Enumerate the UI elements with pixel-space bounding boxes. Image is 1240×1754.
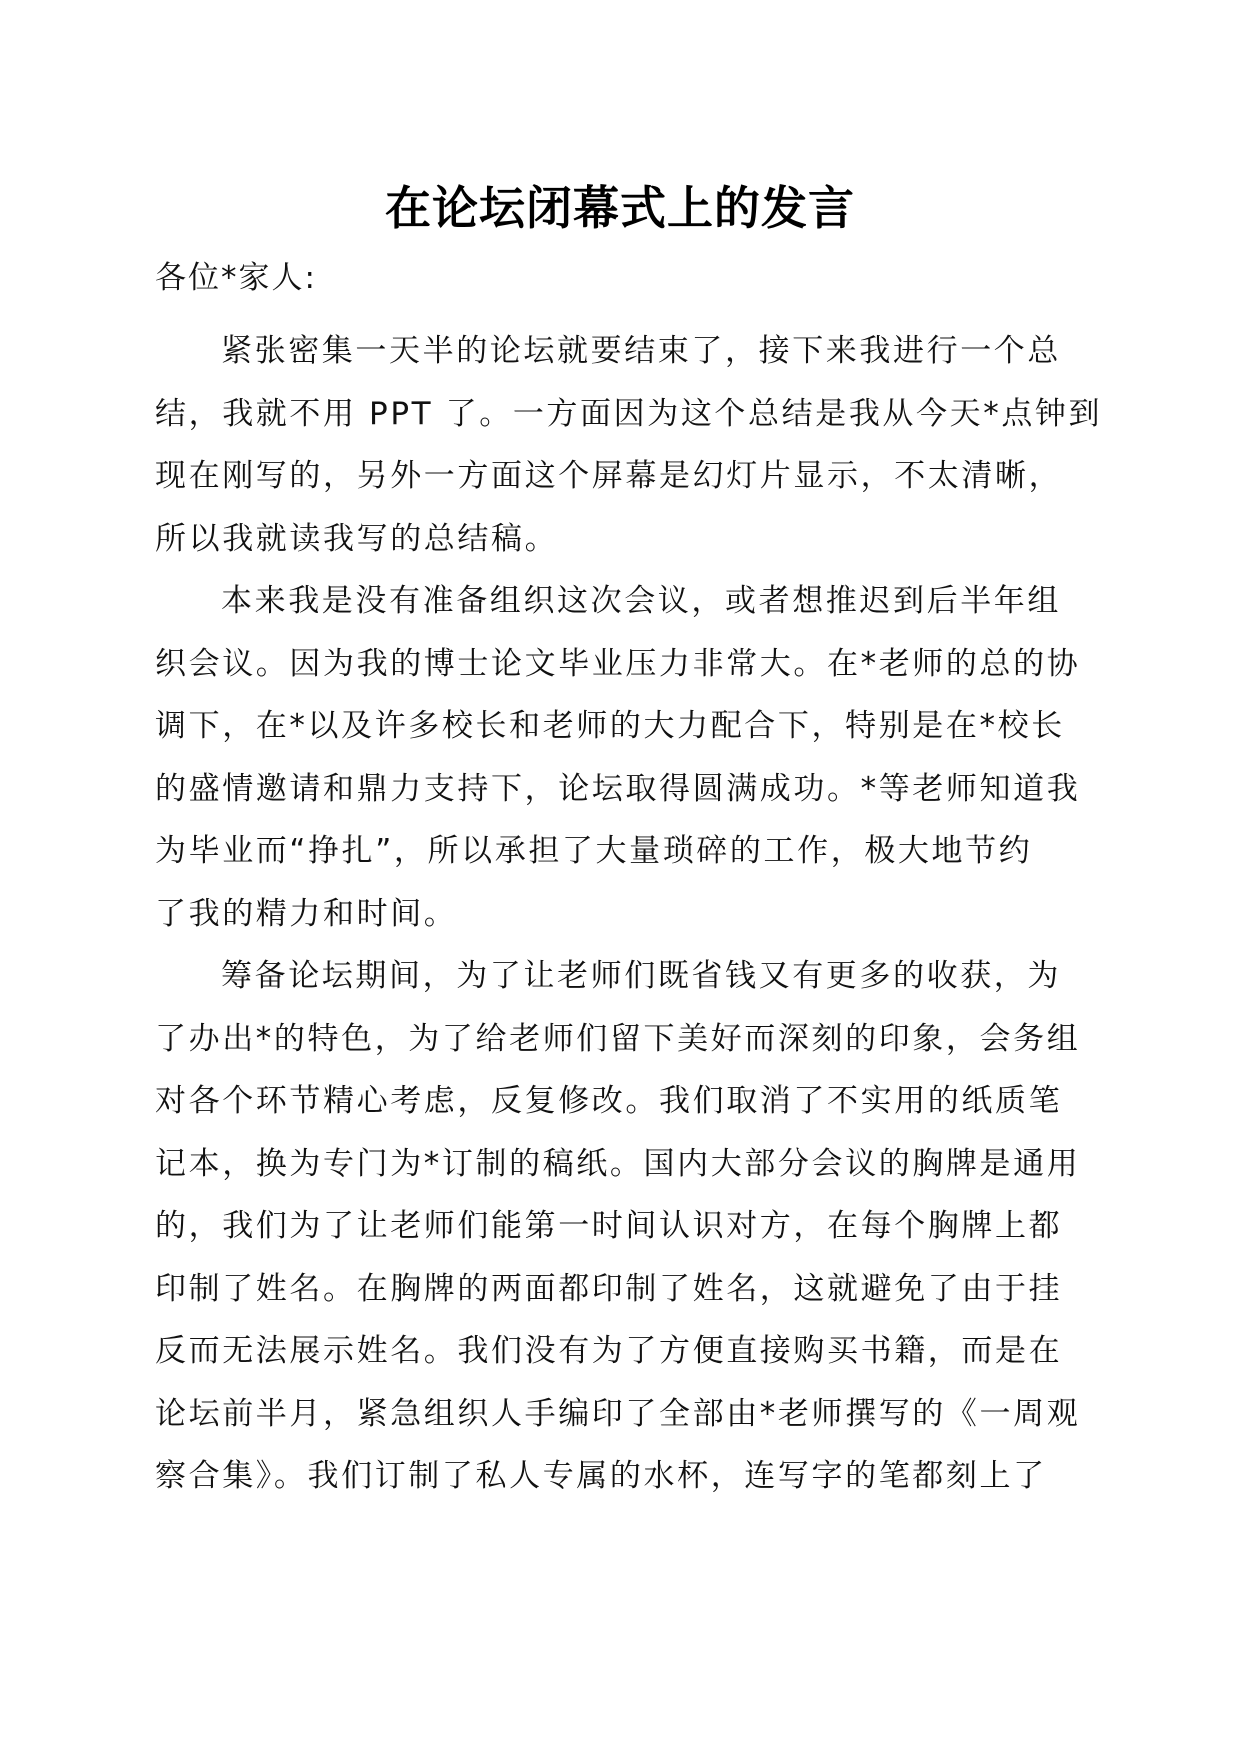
text-line: 调下，在*以及许多校长和老师的大力配合下，特别是在*校长 bbox=[155, 708, 1065, 744]
text-line: 结，我就不用 PPT 了。一方面因为这个总结是我从今天*点钟到 bbox=[155, 395, 1103, 432]
text-line: 现在刚写的，另外一方面这个屏幕是幻灯片显示，不太清晰， bbox=[155, 458, 1063, 494]
text-line: 对各个环节精心考虑，反复修改。我们取消了不实用的纸质笔 bbox=[155, 1083, 1063, 1119]
text-line: 织会议。因为我的博士论文毕业压力非常大。在*老师的总的协 bbox=[155, 645, 1081, 682]
text-line: 印制了姓名。在胸牌的两面都印制了姓名，这就避免了由于挂 bbox=[155, 1270, 1063, 1307]
text-line: 所以我就读我写的总结稿。 bbox=[155, 520, 559, 557]
text-line: 为毕业而“挣扎”，所以承担了大量琐碎的工作，极大地节约 bbox=[155, 833, 1033, 869]
text-line: 论坛前半月，紧急组织人手编印了全部由*老师撰写的《一周观 bbox=[155, 1395, 1081, 1432]
speech-body bbox=[155, 320, 1103, 1508]
salutation: 各位*家人: bbox=[155, 260, 317, 296]
text-line: 紧张密集一天半的论坛就要结束了，接下来我进行一个总 bbox=[221, 333, 1061, 369]
text-line: 的，我们为了让老师们能第一时间认识对方，在每个胸牌上都 bbox=[155, 1208, 1063, 1244]
document-title: 在论坛闭幕式上的发言 bbox=[385, 181, 855, 235]
text-line: 的盛情邀请和鼎力支持下，论坛取得圆满成功。*等老师知道我 bbox=[155, 770, 1081, 807]
text-line: 记本，换为专门为*订制的稿纸。国内大部分会议的胸牌是通用 bbox=[155, 1145, 1081, 1182]
text-line: 反而无法展示姓名。我们没有为了方便直接购买书籍，而是在 bbox=[155, 1333, 1063, 1369]
text-line: 了我的精力和时间。 bbox=[155, 895, 458, 932]
text-line: 筹备论坛期间，为了让老师们既省钱又有更多的收获，为 bbox=[221, 958, 1061, 994]
text-line: 了办出*的特色，为了给老师们留下美好而深刻的印象，会务组 bbox=[155, 1020, 1081, 1057]
text-line: 本来我是没有准备组织这次会议，或者想推迟到后半年组 bbox=[221, 583, 1061, 619]
text-line: 察合集》。我们订制了私人专属的水杯，连写字的笔都刻上了 bbox=[155, 1458, 1047, 1494]
